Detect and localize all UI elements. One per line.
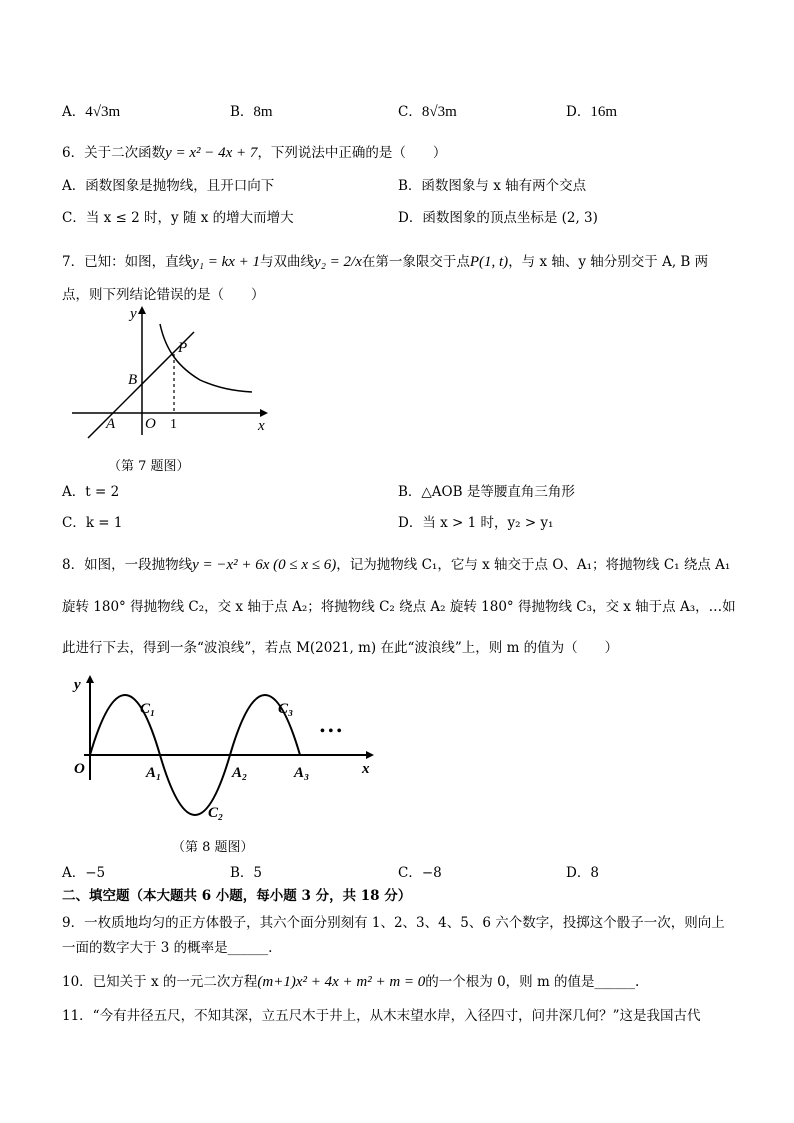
q8-stem-line1: [62, 553, 730, 574]
q6-stem-prefix: 6．关于二次函数: [62, 145, 166, 161]
continuation-dots: • • •: [320, 724, 342, 739]
x-axis-arrow-icon: [260, 409, 268, 417]
q7-text: 7．已知：如图，直线: [62, 254, 193, 270]
q7-option-a: A．t = 2: [62, 484, 120, 500]
origin-label: O: [74, 761, 85, 777]
point-a2-label: A₂: [232, 765, 248, 781]
y-axis-arrow-icon: [138, 306, 146, 314]
q7-text: ，与 x 轴、y 轴分别交于 A, B 两: [508, 254, 709, 270]
q8-stem-line2: 旋转 180° 得抛物线 C₂，交 x 轴于点 A₂；将抛物线 C₂ 绕点 A₂ 旋转 180° 得抛物线 C₃，交 x 轴于点 A₃，…如: [62, 599, 736, 615]
curve-c3-label: C₃: [278, 701, 294, 717]
q11-line1: 11．“今有井径五尺，不知其深，立五尺木于井上，从木末望水岸，入径四寸，问井深几何？”这是我国古代: [62, 1008, 701, 1024]
q8-figure-caption: （第 8 题图）: [172, 840, 254, 855]
point-p-label: P: [178, 340, 188, 356]
q8-stem-line3: 此进行下去，得到一条“波浪线”，若点 M(2021, m) 在此“波浪线”上，则 m 的值为（ ）: [62, 640, 619, 656]
q9-line1: 9．一枚质地均匀的正方体骰子，其六个面分别刻有 1、2、3、4、5、6 六个数字，投掷这个骰子一次，则向上: [62, 915, 725, 931]
option-label: D．: [566, 104, 591, 120]
option-value: 8√3m: [421, 104, 457, 120]
q10-text: 10．已知关于 x 的一元二次方程: [62, 974, 258, 990]
q8-option-d: D．8: [566, 865, 599, 881]
q7-math-point: P(1, t): [469, 254, 509, 270]
y-axis-arrow-icon: [86, 675, 94, 683]
q5-option-c: [398, 100, 457, 121]
option-label: C．: [398, 104, 422, 120]
q10-text: 的一个根为 0，则 m 的值是______.: [425, 974, 640, 990]
q6-option-d: D．函数图象的顶点坐标是 (2, 3): [398, 210, 598, 226]
q5-option-a: [62, 100, 120, 121]
q7-text: 在第一象限交于点: [361, 254, 470, 270]
q9-line2: 一面的数字大于 3 的概率是______.: [62, 940, 273, 956]
option-value: 4√3m: [85, 104, 121, 120]
origin-label: O: [145, 416, 156, 432]
q8-option-a: A．−5: [62, 865, 106, 881]
q8-text: ，记为抛物线 C₁，它与 x 轴交于点 O、A₁；将抛物线 C₁ 绕点 A₁: [336, 557, 731, 573]
option-value: 16m: [590, 104, 617, 120]
x-axis-arrow-icon: [366, 751, 374, 759]
point-a-label: A: [106, 416, 116, 432]
q6-option-a: A．函数图象是抛物线，且开口向下: [62, 178, 275, 194]
x-axis-label: x: [362, 761, 370, 777]
hyperbola-y2: [160, 324, 252, 392]
q8-figure-graph: [62, 665, 382, 835]
q7-figure: [62, 300, 282, 470]
q7-option-c: C．k = 1: [62, 515, 123, 531]
q6-option-c: C．当 x ≤ 2 时，y 随 x 的增大而增大: [62, 210, 294, 226]
point-a3-label: A₃: [294, 765, 310, 781]
section2-title: 二、填空题（本大题共 6 小题，每小题 3 分，共 18 分）: [62, 888, 412, 904]
option-label: A．: [62, 104, 86, 120]
q10-math-equation: (m+1)x² + 4x + m² + m = 0: [257, 974, 426, 990]
q7-stem-line2: 点，则下列结论错误的是（ ）: [62, 287, 265, 303]
q8-math-parabola: y = −x² + 6x (0 ≤ x ≤ 6): [192, 557, 337, 573]
q5-option-d: [566, 100, 617, 121]
q7-stem-line1: [62, 250, 708, 271]
y-axis-label: y: [130, 306, 137, 322]
q6-option-b: B．函数图象与 x 轴有两个交点: [398, 178, 587, 194]
q5-option-b: [230, 100, 273, 121]
q8-text: 8．如图，一段抛物线: [62, 557, 193, 573]
q7-figure-graph: [62, 300, 282, 470]
q7-option-b: B．△AOB 是等腰直角三角形: [398, 484, 575, 500]
q6-stem-suffix: ，下列说法中正确的是（ ）: [257, 145, 447, 161]
q7-figure-caption: （第 7 题图）: [108, 459, 190, 474]
option-value: 8m: [253, 104, 273, 120]
option-label: B．: [230, 104, 254, 120]
x-axis-label: x: [258, 418, 265, 434]
q8-option-c: C．−8: [398, 865, 442, 881]
q7-option-d: D．当 x > 1 时，y₂ > y₁: [398, 515, 554, 531]
tick-one-label: 1: [170, 417, 177, 432]
q10-stem: [62, 970, 639, 991]
q7-text: 与双曲线: [260, 254, 315, 270]
point-a1-label: A₁: [146, 765, 162, 781]
curve-c2-label: C₂: [208, 805, 224, 821]
y-axis-label: y: [74, 677, 81, 693]
q8-figure: [62, 665, 382, 835]
curve-c1-label: C₁: [140, 701, 156, 717]
q7-math-line: y₁ = kx + 1: [192, 254, 261, 270]
q6-stem: [62, 141, 446, 162]
point-b-label: B: [128, 372, 138, 388]
q6-stem-math: y = x² − 4x + 7: [165, 145, 258, 161]
q8-option-b: B．5: [230, 865, 263, 881]
q7-math-hyperbola: y₂ = 2/x: [314, 254, 362, 270]
